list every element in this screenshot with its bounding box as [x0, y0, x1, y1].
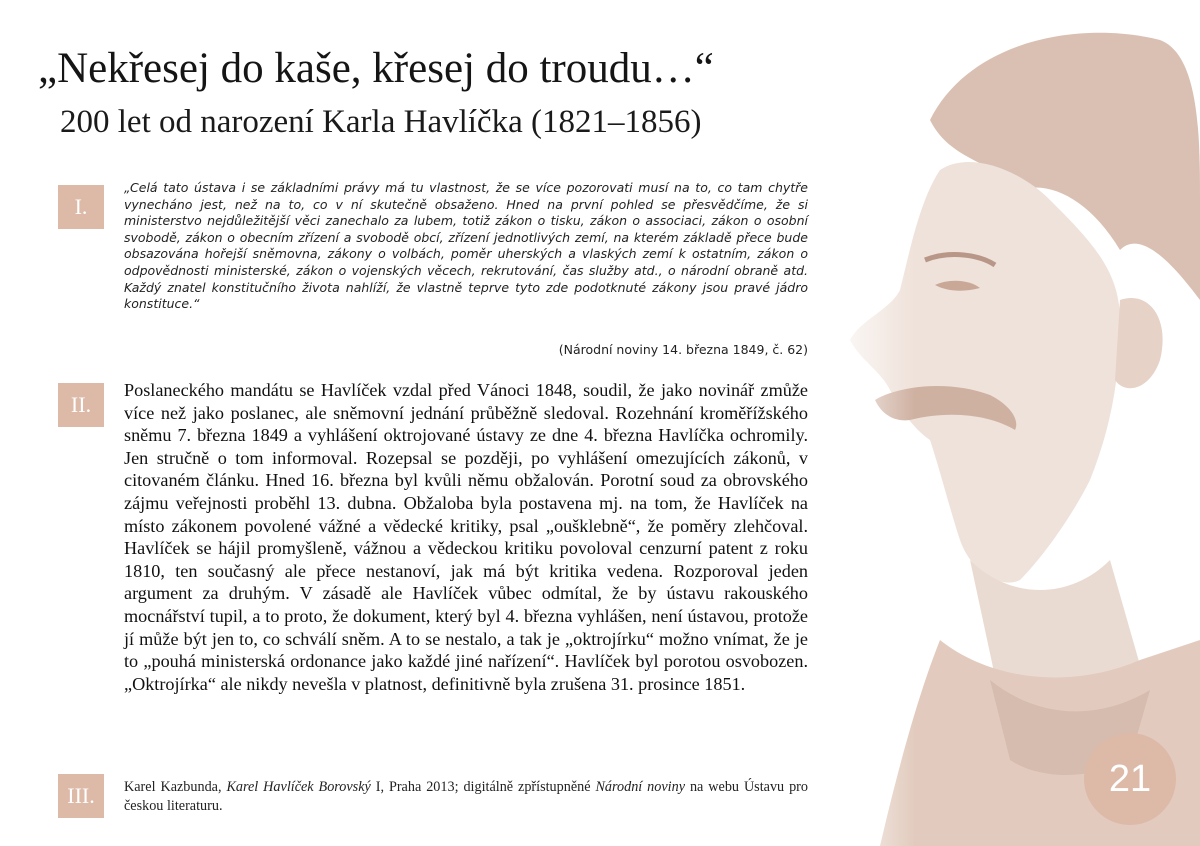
page-subtitle: 200 let od narození Karla Havlíčka (1821–1856) [60, 104, 702, 140]
body-paragraph: Poslaneckého mandátu se Havlíček vzdal před Vánoci 1848, soudil, že jako novinář zmůže více než jako poslanec, ale sněmovní jednání průběžně sledoval. Rozehnání kroměřížského sněmu 7. března 1849 a vyhlášení oktrojované ústavy ze dne 4. března Havlíčka ochromily. Jen stručně o tom informoval. Rozepsal se později, po vyhlášení omezujících zákonů, v citovaném článku. Hned 16. března byl kvůli němu obžalován. Porotní soud za obrovského zájmu veřejnosti proběhl 13. dubna. Obžaloba byla postavena mj. na tom, že Havlíček na místo zákonem povolené vážné a vědecké kritiky, psal „oušklebně“, že poměry zlehčoval. Havlíček se hájil promyšleně, vážnou a vědeckou kritiku povoloval cenzurní patent z roku 1810, ten současný ale přece nestanoví, jak má být kritika vedena. Rozporoval jeden argument za druhým. V zásadě ale Havlíček vůbec odmítal, že by ústavu rakouského mocnářství tupil, a to proto, že dokument, který byl 4. března vyhlášen, není ústavou, protože jí může být jen to, co schválí sněm. A to se nestalo, a tak je „oktrojírku“ možno vnímat, že je to „pouhá ministerská ordonance jako každé jiné nařízení“. Havlíček byl porotou osvobozen. „Oktrojírka“ ale nikdy nevešla v platnost, definitivně byla zrušena 31. prosince 1851. [124, 380, 808, 694]
ref-author: Karel Kazbunda, [124, 779, 227, 795]
section-marker-2: II. [58, 383, 104, 427]
section-marker-1: I. [58, 185, 104, 229]
section-marker-3: III. [58, 774, 104, 818]
ref-end: na webu Ústavu pro českou literaturu. [124, 779, 808, 814]
quote-source: (Národní noviny 14. března 1849, č. 62) [558, 342, 808, 357]
portrait-illustration [820, 0, 1200, 846]
quote-text: „Celá tato ústava i se základními právy má tu vlastnost, že se více pozorovati musí na to, co tam chytře vynecháno jest, než na to, co v ní skutečně obsaženo. Hned na první pohled se přesvědčíme, že si ministerstvo nejdůležitější věci zanechalo za lubem, totiž zákon o tisku, zákon o associaci, zákon o osobní svobodě, zákon o obecním zřízení a svobodě obcí, zřízení jednotlivých zemí, na kterém základě přece bude obsazována hořejší sněmovna, zákony o volbách, poměr uherských a vlaských zemí k ostatním, zákon o odpovědnosti ministerské, zákon o vojenských věcech, rekrutování, čas služby atd., o národní obraně atd. Každý znatel konstitučního života nahlíží, že vlastně teprve tyto zde podotknuté zákony jsou pravé jádro konstituce.“ [124, 180, 808, 312]
page-title: „Nekřesej do kaše, křesej do troudu…“ [38, 45, 714, 92]
ref-book-title: Karel Havlíček Borovský [226, 779, 371, 795]
ref-middle: I, Praha 2013; digitálně zpřístupněné [370, 779, 596, 795]
page-number-badge: 21 [1084, 733, 1176, 825]
portrait-engraving [820, 0, 1200, 846]
ref-journal-title: Národní noviny [595, 779, 685, 795]
references [124, 778, 808, 816]
